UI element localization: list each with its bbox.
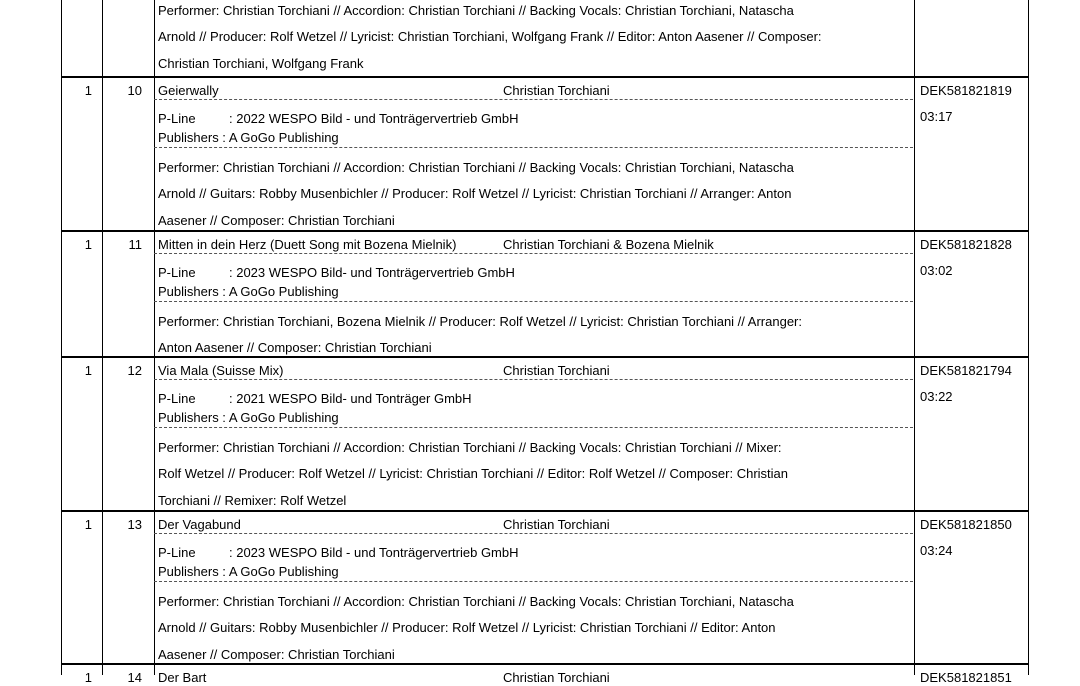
track-isrc: DEK581821794 xyxy=(920,363,1012,378)
track-title: Der Vagabund xyxy=(158,517,241,532)
track-title: Geierwally xyxy=(158,83,219,98)
track-title: Der Bart xyxy=(158,670,207,685)
track-artist: Christian Torchiani & Bozena Mielnik xyxy=(503,237,714,252)
pline-label: P-Line xyxy=(158,391,196,406)
pline-value: : 2022 WESPO Bild - und Tonträgervertrieb GmbH xyxy=(229,111,519,126)
pline-value: : 2023 WESPO Bild- und Tonträgervertrieb GmbH xyxy=(229,265,515,280)
section-dash xyxy=(154,147,913,148)
column-rule-4 xyxy=(1028,0,1029,675)
section-dash xyxy=(154,99,913,100)
section-dash xyxy=(154,253,913,254)
pline-label: P-Line xyxy=(158,111,196,126)
credits-line: Arnold // Guitars: Robby Musenbichler // Producer: Rolf Wetzel // Lyricist: Christian Torchiani // Arranger: Anton xyxy=(158,186,792,202)
track-number: 11 xyxy=(128,237,142,252)
column-rule-0 xyxy=(61,0,62,675)
track-isrc: DEK581821851 xyxy=(920,670,1012,685)
track-duration: 03:22 xyxy=(920,389,953,404)
disc-number: 1 xyxy=(84,670,92,685)
column-rule-3 xyxy=(914,0,915,675)
column-rule-2 xyxy=(154,0,155,675)
track-duration: 03:24 xyxy=(920,543,953,558)
track-artist: Christian Torchiani xyxy=(503,670,610,685)
credits-line: Arnold // Producer: Rolf Wetzel // Lyricist: Christian Torchiani, Wolfgang Frank // Editor: Anton Aasener // Composer: xyxy=(158,29,822,45)
track-artist: Christian Torchiani xyxy=(503,517,610,532)
publishers-line: Publishers : A GoGo Publishing xyxy=(158,410,339,425)
pline-value: : 2023 WESPO Bild - und Tonträgervertrieb GmbH xyxy=(229,545,519,560)
track-duration: 03:02 xyxy=(920,263,953,278)
section-dash xyxy=(154,301,913,302)
pline-value: : 2021 WESPO Bild- und Tonträger GmbH xyxy=(229,391,472,406)
disc-number: 1 xyxy=(84,363,92,378)
credits-line: Rolf Wetzel // Producer: Rolf Wetzel // Lyricist: Christian Torchiani // Editor: Rolf Wetzel // Composer: Christian xyxy=(158,466,788,482)
column-rule-1 xyxy=(102,0,103,675)
credits-line: Performer: Christian Torchiani // Accordion: Christian Torchiani // Backing Vocals: Christian Torchiani, Natascha xyxy=(158,594,794,609)
pline-label: P-Line xyxy=(158,265,196,280)
row-divider-bottom xyxy=(61,357,1029,358)
disc-number: 1 xyxy=(84,237,92,252)
credits-line: Performer: Christian Torchiani, Bozena Mielnik // Producer: Rolf Wetzel // Lyricist: Christian Torchiani // Arranger: xyxy=(158,314,802,329)
publishers-line: Publishers : A GoGo Publishing xyxy=(158,564,339,579)
publishers-line: Publishers : A GoGo Publishing xyxy=(158,284,339,299)
track-number: 10 xyxy=(127,83,142,98)
credits-line: Aasener // Composer: Christian Torchiani xyxy=(158,212,395,228)
track-title: Via Mala (Suisse Mix) xyxy=(158,363,284,378)
pline-label: P-Line xyxy=(158,545,196,560)
credits-line: Aasener // Composer: Christian Torchiani xyxy=(158,646,395,662)
track-duration: 03:17 xyxy=(920,109,953,124)
section-dash xyxy=(154,533,913,534)
track-number: 14 xyxy=(127,670,142,685)
track-isrc: DEK581821850 xyxy=(920,517,1012,532)
credits-line: Anton Aasener // Composer: Christian Torchiani xyxy=(158,340,432,356)
credits-line: Performer: Christian Torchiani // Accordion: Christian Torchiani // Backing Vocals: Christian Torchiani // Mixer: xyxy=(158,440,782,455)
row-divider-bottom xyxy=(61,231,1029,232)
row-divider-bottom xyxy=(61,664,1029,665)
track-isrc: DEK581821819 xyxy=(920,83,1012,98)
credits-line: Christian Torchiani, Wolfgang Frank xyxy=(158,55,364,71)
publishers-line: Publishers : A GoGo Publishing xyxy=(158,130,339,145)
track-number: 13 xyxy=(127,517,142,532)
credits-line: Torchiani // Remixer: Rolf Wetzel xyxy=(158,492,347,508)
track-title: Mitten in dein Herz (Duett Song mit Bozena Mielnik) xyxy=(158,237,457,252)
row-divider-bottom xyxy=(61,511,1029,512)
credits-line: Arnold // Guitars: Robby Musenbichler // Producer: Rolf Wetzel // Lyricist: Christian Torchiani // Editor: Anton xyxy=(158,620,776,636)
row-divider-bottom xyxy=(61,77,1029,78)
track-artist: Christian Torchiani xyxy=(503,83,610,98)
credits-line: Performer: Christian Torchiani // Accordion: Christian Torchiani // Backing Vocals: Christian Torchiani, Natascha xyxy=(158,160,794,175)
section-dash xyxy=(154,581,913,582)
section-dash xyxy=(154,427,913,428)
disc-number: 1 xyxy=(84,83,92,98)
track-artist: Christian Torchiani xyxy=(503,363,610,378)
credits-line: Performer: Christian Torchiani // Accordion: Christian Torchiani // Backing Vocals: Christian Torchiani, Natascha xyxy=(158,3,794,18)
disc-number: 1 xyxy=(84,517,92,532)
track-number: 12 xyxy=(127,363,142,378)
track-isrc: DEK581821828 xyxy=(920,237,1012,252)
section-dash xyxy=(154,379,913,380)
